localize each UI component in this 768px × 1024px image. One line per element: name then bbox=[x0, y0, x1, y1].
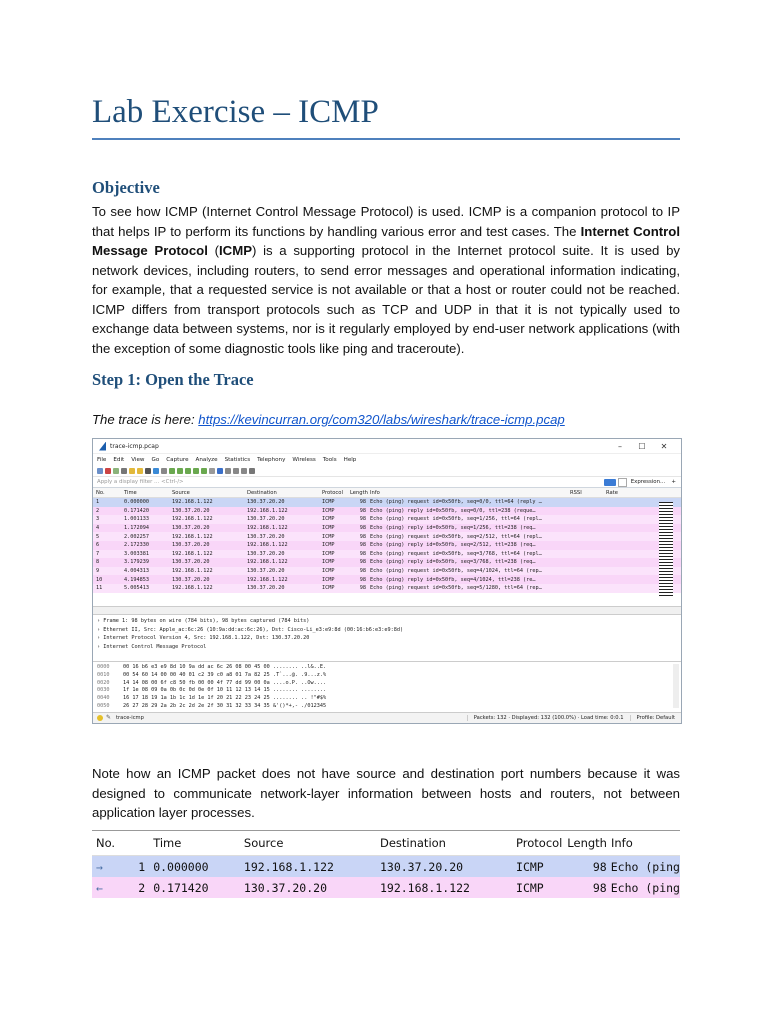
window-titlebar bbox=[93, 439, 681, 454]
packet-src: 130.37.20.20 bbox=[172, 542, 210, 549]
zrow-protocol: ICMP bbox=[516, 880, 544, 895]
table-row[interactable] bbox=[93, 541, 681, 550]
hex-bytes: 16 17 18 19 1a 1b 1c 1d 1e 1f 20 21 22 23 24 25 bbox=[123, 695, 270, 702]
menu-bar bbox=[93, 454, 681, 465]
step1-heading: Step 1: Open the Trace bbox=[92, 370, 254, 389]
main-toolbar bbox=[93, 465, 681, 477]
menu-help[interactable]: Help bbox=[343, 456, 357, 463]
packet-len: 98 bbox=[359, 550, 366, 557]
zrow-destination: 130.37.20.20 bbox=[379, 859, 464, 874]
packet-proto: ICMP bbox=[322, 576, 335, 583]
zoomed-table-header bbox=[92, 830, 680, 856]
packet-time: 1.001133 bbox=[124, 516, 149, 523]
packet-time: 0.171420 bbox=[124, 507, 149, 514]
hex-bytes: 00 54 60 14 00 00 40 01 c2 39 c0 a8 01 7a 82 25 bbox=[123, 671, 270, 678]
col-source[interactable]: Source bbox=[172, 489, 190, 496]
packet-no: 7 bbox=[96, 550, 100, 557]
hex-ascii: .T`...@. .9...z.% bbox=[273, 671, 327, 678]
autoscroll-icon[interactable] bbox=[209, 468, 215, 474]
packet-proto: ICMP bbox=[322, 559, 335, 566]
go-to-packet-icon[interactable] bbox=[185, 468, 191, 474]
menu-statistics[interactable]: Statistics bbox=[224, 456, 251, 463]
title-divider bbox=[92, 138, 680, 140]
packet-src: 130.37.20.20 bbox=[172, 507, 210, 514]
packet-src: 192.168.1.122 bbox=[172, 533, 213, 540]
packet-proto: ICMP bbox=[322, 533, 335, 540]
packet-time: 2.172330 bbox=[124, 542, 149, 549]
reload-icon[interactable] bbox=[153, 468, 159, 474]
zrow-source: 192.168.1.122 bbox=[243, 859, 334, 874]
hex-bytes: 1f 1e 08 09 0a 0b 0c 0d 0e 0f 10 11 12 13 14 15 bbox=[123, 687, 270, 694]
detail-icmp[interactable]: › Internet Control Message Protocol bbox=[97, 643, 207, 650]
packet-dst: 192.168.1.122 bbox=[247, 576, 288, 583]
status-bar bbox=[93, 712, 681, 723]
packet-len: 98 bbox=[359, 559, 366, 566]
packet-list-header bbox=[93, 488, 681, 498]
col-no[interactable]: No. bbox=[96, 489, 105, 496]
bytes-scrollbar[interactable] bbox=[673, 664, 679, 708]
hex-bytes: 26 27 28 29 2a 2b 2c 2d 2e 2f 30 31 32 33 34 35 bbox=[123, 702, 270, 709]
table-row[interactable] bbox=[93, 507, 681, 516]
hex-row[interactable] bbox=[97, 687, 681, 695]
table-row[interactable] bbox=[93, 567, 681, 576]
packet-proto: ICMP bbox=[322, 542, 335, 549]
packet-no: 3 bbox=[96, 516, 100, 523]
detail-ethernet[interactable]: › Ethernet II, Src: Apple_ac:6c:26 (10:9a:dd:ac:6c:26), Dst: Cisco-Li_e3:e9:8d (00:16:b6:e3:e9:8d) bbox=[97, 626, 404, 633]
col-rssi[interactable]: RSSI bbox=[570, 489, 582, 496]
menu-go[interactable]: Go bbox=[151, 456, 160, 463]
packet-time: 2.002257 bbox=[124, 533, 149, 540]
packet-no: 8 bbox=[96, 559, 100, 566]
hex-off: 0030 bbox=[97, 687, 110, 694]
table-row[interactable] bbox=[93, 498, 681, 507]
stop-capture-icon[interactable] bbox=[105, 468, 111, 474]
packet-proto: ICMP bbox=[322, 568, 335, 575]
packet-proto: ICMP bbox=[322, 499, 335, 506]
hex-row[interactable] bbox=[97, 703, 681, 711]
trace-link[interactable]: https://kevincurran.org/com320/labs/wireshark/trace-icmp.pcap bbox=[198, 412, 565, 427]
packet-proto: ICMP bbox=[322, 585, 335, 592]
packet-no: 5 bbox=[96, 533, 100, 540]
packet-dst: 130.37.20.20 bbox=[247, 499, 285, 506]
reply-arrow-icon: ← bbox=[96, 880, 103, 895]
packet-dst: 130.37.20.20 bbox=[247, 550, 285, 557]
packet-len: 98 bbox=[359, 525, 366, 532]
hex-ascii: ........ .. !"#$% bbox=[273, 695, 327, 702]
hex-row[interactable] bbox=[97, 680, 681, 688]
detail-frame[interactable]: › Frame 1: 98 bytes on wire (784 bits), 98 bytes captured (784 bits) bbox=[97, 618, 310, 624]
packet-len: 98 bbox=[359, 568, 366, 575]
packet-proto: ICMP bbox=[322, 550, 335, 557]
zrow-no: → 1 bbox=[96, 859, 146, 874]
menu-wireless[interactable]: Wireless bbox=[292, 456, 316, 463]
packet-no: 2 bbox=[96, 507, 100, 514]
objective-heading: Objective bbox=[92, 178, 160, 197]
zrow-length: 98 bbox=[592, 859, 607, 874]
packet-len: 98 bbox=[359, 585, 366, 592]
packet-dst: 130.37.20.20 bbox=[247, 568, 285, 575]
find-packet-icon[interactable] bbox=[161, 468, 167, 474]
packet-time: 4.004313 bbox=[124, 568, 149, 575]
table-row bbox=[92, 856, 680, 877]
packet-bytes bbox=[93, 662, 681, 714]
hex-bytes: 00 16 b6 e3 e9 8d 10 9a dd ac 6c 26 08 00 45 00 bbox=[123, 664, 270, 670]
hex-ascii: ....o.P. ..Ow.... bbox=[273, 679, 327, 686]
wireshark-fin-icon bbox=[99, 442, 106, 451]
packet-time: 3.003381 bbox=[124, 550, 149, 557]
expert-info-icon[interactable] bbox=[97, 715, 103, 721]
hex-off: 0040 bbox=[97, 695, 110, 702]
packet-proto: ICMP bbox=[322, 516, 335, 523]
packet-no: 9 bbox=[96, 568, 100, 575]
horizontal-scrollbar[interactable] bbox=[93, 606, 681, 615]
packet-src: 192.168.1.122 bbox=[172, 550, 213, 557]
packet-info: Echo (ping) request id=0x50fb, seq=3/768, ttl=64 (repl… bbox=[370, 550, 542, 557]
restart-capture-icon[interactable] bbox=[113, 468, 119, 474]
table-row[interactable] bbox=[93, 558, 681, 567]
packet-dst: 192.168.1.122 bbox=[247, 559, 288, 566]
packet-src: 130.37.20.20 bbox=[172, 559, 210, 566]
packet-no: 1 bbox=[96, 499, 100, 506]
packet-time: 0.000000 bbox=[124, 499, 149, 506]
hex-row[interactable] bbox=[97, 664, 681, 672]
packet-dst: 130.37.20.20 bbox=[247, 585, 285, 592]
packet-src: 130.37.20.20 bbox=[172, 525, 210, 532]
packet-no: 6 bbox=[96, 542, 100, 549]
status-profile[interactable]: Profile: Default bbox=[630, 715, 681, 721]
wireshark-window bbox=[92, 438, 682, 724]
zrow-time: 0.000000 bbox=[153, 859, 209, 874]
hex-off: 0000 bbox=[97, 664, 110, 670]
colorize-icon[interactable] bbox=[217, 468, 223, 474]
packet-no: 10 bbox=[96, 576, 103, 583]
packet-dst: 130.37.20.20 bbox=[247, 516, 285, 523]
window-title: trace-icmp.pcap bbox=[110, 442, 159, 450]
table-row bbox=[92, 877, 680, 898]
last-packet-icon[interactable] bbox=[201, 468, 207, 474]
capture-options-icon[interactable] bbox=[121, 468, 127, 474]
apply-filter-icon[interactable] bbox=[604, 479, 616, 486]
request-arrow-icon: → bbox=[96, 859, 103, 874]
zcol-destination: Destination bbox=[379, 836, 446, 850]
zrow-no: ← 2 bbox=[96, 880, 146, 895]
detail-ipv4[interactable]: › Internet Protocol Version 4, Src: 192.168.1.122, Dst: 130.37.20.20 bbox=[97, 635, 310, 641]
packet-time: 3.179239 bbox=[124, 559, 149, 566]
zrow-protocol: ICMP bbox=[516, 859, 544, 874]
objective-paragraph: To see how ICMP (Internet Control Message Protocol) is used. ICMP is a companion protocol to IP that helps IP to perform its functions by handling various error and test cases. The Internet Control Message Protocol (ICMP) is a supporting protocol in the Internet protocol suite. It is used by network devices, including routers, to send error messages and operational information indicating, for example, that a requested service is not available or that a host or router could not be reached. ICMP differs from transport protocols such as TCP and UDP in that it is not typically used to exchange data between systems, nor is it regularly employed by end-user network applications (with the exception of some diagnostic tools like ping and traceroute). bbox=[92, 204, 680, 356]
close-icon[interactable]: ✕ bbox=[660, 441, 668, 451]
packet-len: 98 bbox=[359, 576, 366, 583]
packet-src: 130.37.20.20 bbox=[172, 576, 210, 583]
minimize-icon[interactable]: – bbox=[618, 441, 622, 451]
table-row[interactable] bbox=[93, 532, 681, 541]
normal-size-icon[interactable] bbox=[241, 468, 247, 474]
col-protocol[interactable]: Protocol bbox=[322, 489, 343, 496]
menu-analyze[interactable]: Analyze bbox=[195, 456, 218, 463]
col-time[interactable]: Time bbox=[124, 489, 137, 496]
hex-ascii: ........ ..l&..E. bbox=[273, 664, 327, 670]
zcol-protocol: Protocol bbox=[516, 836, 563, 850]
packet-src: 192.168.1.122 bbox=[172, 585, 213, 592]
expression-button[interactable]: Expression… bbox=[630, 479, 666, 485]
table-row[interactable] bbox=[93, 524, 681, 533]
packet-minimap[interactable] bbox=[659, 502, 673, 598]
menu-file[interactable]: File bbox=[97, 456, 107, 463]
table-row[interactable] bbox=[93, 550, 681, 559]
save-file-icon[interactable] bbox=[137, 468, 143, 474]
packet-dst: 192.168.1.122 bbox=[247, 507, 288, 514]
zoom-out-icon[interactable] bbox=[233, 468, 239, 474]
packet-len: 98 bbox=[359, 516, 366, 523]
edit-comment-icon[interactable]: ✎ bbox=[106, 714, 112, 721]
packet-list bbox=[93, 498, 681, 606]
col-destination[interactable]: Destination bbox=[247, 489, 277, 496]
packet-info: Echo (ping) reply id=0x50fb, seq=0/0, ttl=238 (reque… bbox=[370, 507, 536, 514]
menu-view[interactable]: View bbox=[131, 456, 145, 463]
zrow-info: Echo (ping bbox=[610, 880, 680, 895]
display-filter-input[interactable]: Apply a display filter … <Ctrl-/> bbox=[97, 479, 184, 485]
hex-off: 0050 bbox=[97, 702, 110, 709]
zcol-info: Info bbox=[610, 836, 633, 850]
packet-time: 1.172094 bbox=[124, 525, 149, 532]
zcol-source: Source bbox=[243, 836, 284, 850]
packet-info: Echo (ping) request id=0x50fb, seq=4/1024, ttl=64 (rep… bbox=[370, 568, 542, 575]
table-row[interactable] bbox=[93, 584, 681, 593]
trace-line: The trace is here: https://kevincurran.org/com320/labs/wireshark/trace-icmp.pcap bbox=[92, 412, 565, 427]
display-filter-bar bbox=[93, 477, 681, 488]
packet-len: 98 bbox=[359, 507, 366, 514]
menu-capture[interactable]: Capture bbox=[166, 456, 189, 463]
packet-time: 5.005413 bbox=[124, 585, 149, 592]
packet-info: Echo (ping) reply id=0x50fb, seq=3/768, ttl=238 (req… bbox=[370, 559, 536, 566]
col-length[interactable]: Length bbox=[350, 489, 368, 496]
hex-row[interactable] bbox=[97, 695, 681, 703]
zcol-time: Time bbox=[153, 836, 182, 850]
packet-no: 11 bbox=[96, 585, 103, 592]
start-capture-icon[interactable] bbox=[97, 468, 103, 474]
menu-tools[interactable]: Tools bbox=[322, 456, 337, 463]
packet-dst: 130.37.20.20 bbox=[247, 533, 285, 540]
packet-dst: 192.168.1.122 bbox=[247, 525, 288, 532]
packet-proto: ICMP bbox=[322, 525, 335, 532]
packet-len: 98 bbox=[359, 499, 366, 506]
packet-info: Echo (ping) reply id=0x50fb, seq=4/1024, ttl=238 (re… bbox=[370, 576, 536, 583]
zcol-length: Length bbox=[567, 836, 607, 850]
first-packet-icon[interactable] bbox=[193, 468, 199, 474]
zrow-length: 98 bbox=[592, 880, 607, 895]
resize-columns-icon[interactable] bbox=[249, 468, 255, 474]
maximize-icon[interactable]: ☐ bbox=[638, 441, 646, 451]
zrow-time: 0.171420 bbox=[153, 880, 209, 895]
table-row[interactable] bbox=[93, 575, 681, 584]
packet-src: 192.168.1.122 bbox=[172, 568, 213, 575]
hex-ascii: ........ ........ bbox=[273, 687, 327, 694]
hex-off: 0010 bbox=[97, 671, 110, 678]
packet-len: 98 bbox=[359, 542, 366, 549]
zcol-no: No. bbox=[96, 836, 116, 850]
hex-off: 0020 bbox=[97, 679, 110, 686]
packet-len: 98 bbox=[359, 533, 366, 540]
packet-src: 192.168.1.122 bbox=[172, 516, 213, 523]
zoomed-packet-table bbox=[92, 830, 680, 895]
go-back-icon[interactable] bbox=[169, 468, 175, 474]
packet-no: 4 bbox=[96, 525, 100, 532]
packet-info: Echo (ping) request id=0x50fb, seq=5/1280, ttl=64 (rep… bbox=[370, 585, 542, 592]
packet-proto: ICMP bbox=[322, 507, 335, 514]
page-title: Lab Exercise – ICMP bbox=[92, 94, 379, 130]
zrow-info: Echo (ping bbox=[610, 859, 680, 874]
status-file: trace-icmp bbox=[116, 715, 144, 721]
packet-info: Echo (ping) reply id=0x50fb, seq=2/512, ttl=238 (req… bbox=[370, 542, 536, 549]
packet-info: Echo (ping) request id=0x50fb, seq=2/512, ttl=64 (repl… bbox=[370, 533, 542, 540]
open-file-icon[interactable] bbox=[129, 468, 135, 474]
col-rate[interactable]: Rate bbox=[606, 489, 618, 496]
go-forward-icon[interactable] bbox=[177, 468, 183, 474]
packet-info: Echo (ping) request id=0x50fb, seq=1/256, ttl=64 (repl… bbox=[370, 516, 542, 523]
packet-src: 192.168.1.122 bbox=[172, 499, 213, 506]
packet-info: Echo (ping) reply id=0x50fb, seq=1/256, ttl=238 (req… bbox=[370, 525, 536, 532]
col-info[interactable]: Info bbox=[370, 489, 380, 496]
zrow-destination: 192.168.1.122 bbox=[379, 880, 470, 895]
packet-info: Echo (ping) request id=0x50fb, seq=0/0, ttl=64 (reply … bbox=[370, 499, 542, 506]
zrow-source: 130.37.20.20 bbox=[243, 880, 327, 895]
packet-time: 4.194853 bbox=[124, 576, 149, 583]
packet-details bbox=[93, 615, 681, 662]
add-filter-icon[interactable]: + bbox=[671, 479, 676, 485]
filter-dropdown-icon[interactable] bbox=[618, 478, 627, 487]
close-file-icon[interactable] bbox=[145, 468, 151, 474]
hex-row[interactable] bbox=[97, 672, 681, 680]
note-paragraph: Note how an ICMP packet does not have source and destination port numbers because it was designed to communicate network-layer information between hosts and routers, not between application layer processes. bbox=[92, 766, 680, 820]
hex-ascii: &'()*+,- ./012345 bbox=[273, 702, 327, 709]
zoom-in-icon[interactable] bbox=[225, 468, 231, 474]
menu-telephony[interactable]: Telephony bbox=[257, 456, 286, 463]
table-row[interactable] bbox=[93, 515, 681, 524]
status-packets: Packets: 132 · Displayed: 132 (100.0%) · Load time: 0:0.1 bbox=[467, 715, 630, 721]
hex-bytes: 14 14 08 00 6f c8 50 fb 00 00 4f 77 dd 99 00 0a bbox=[123, 679, 270, 686]
menu-edit[interactable]: Edit bbox=[113, 456, 125, 463]
packet-dst: 192.168.1.122 bbox=[247, 542, 288, 549]
